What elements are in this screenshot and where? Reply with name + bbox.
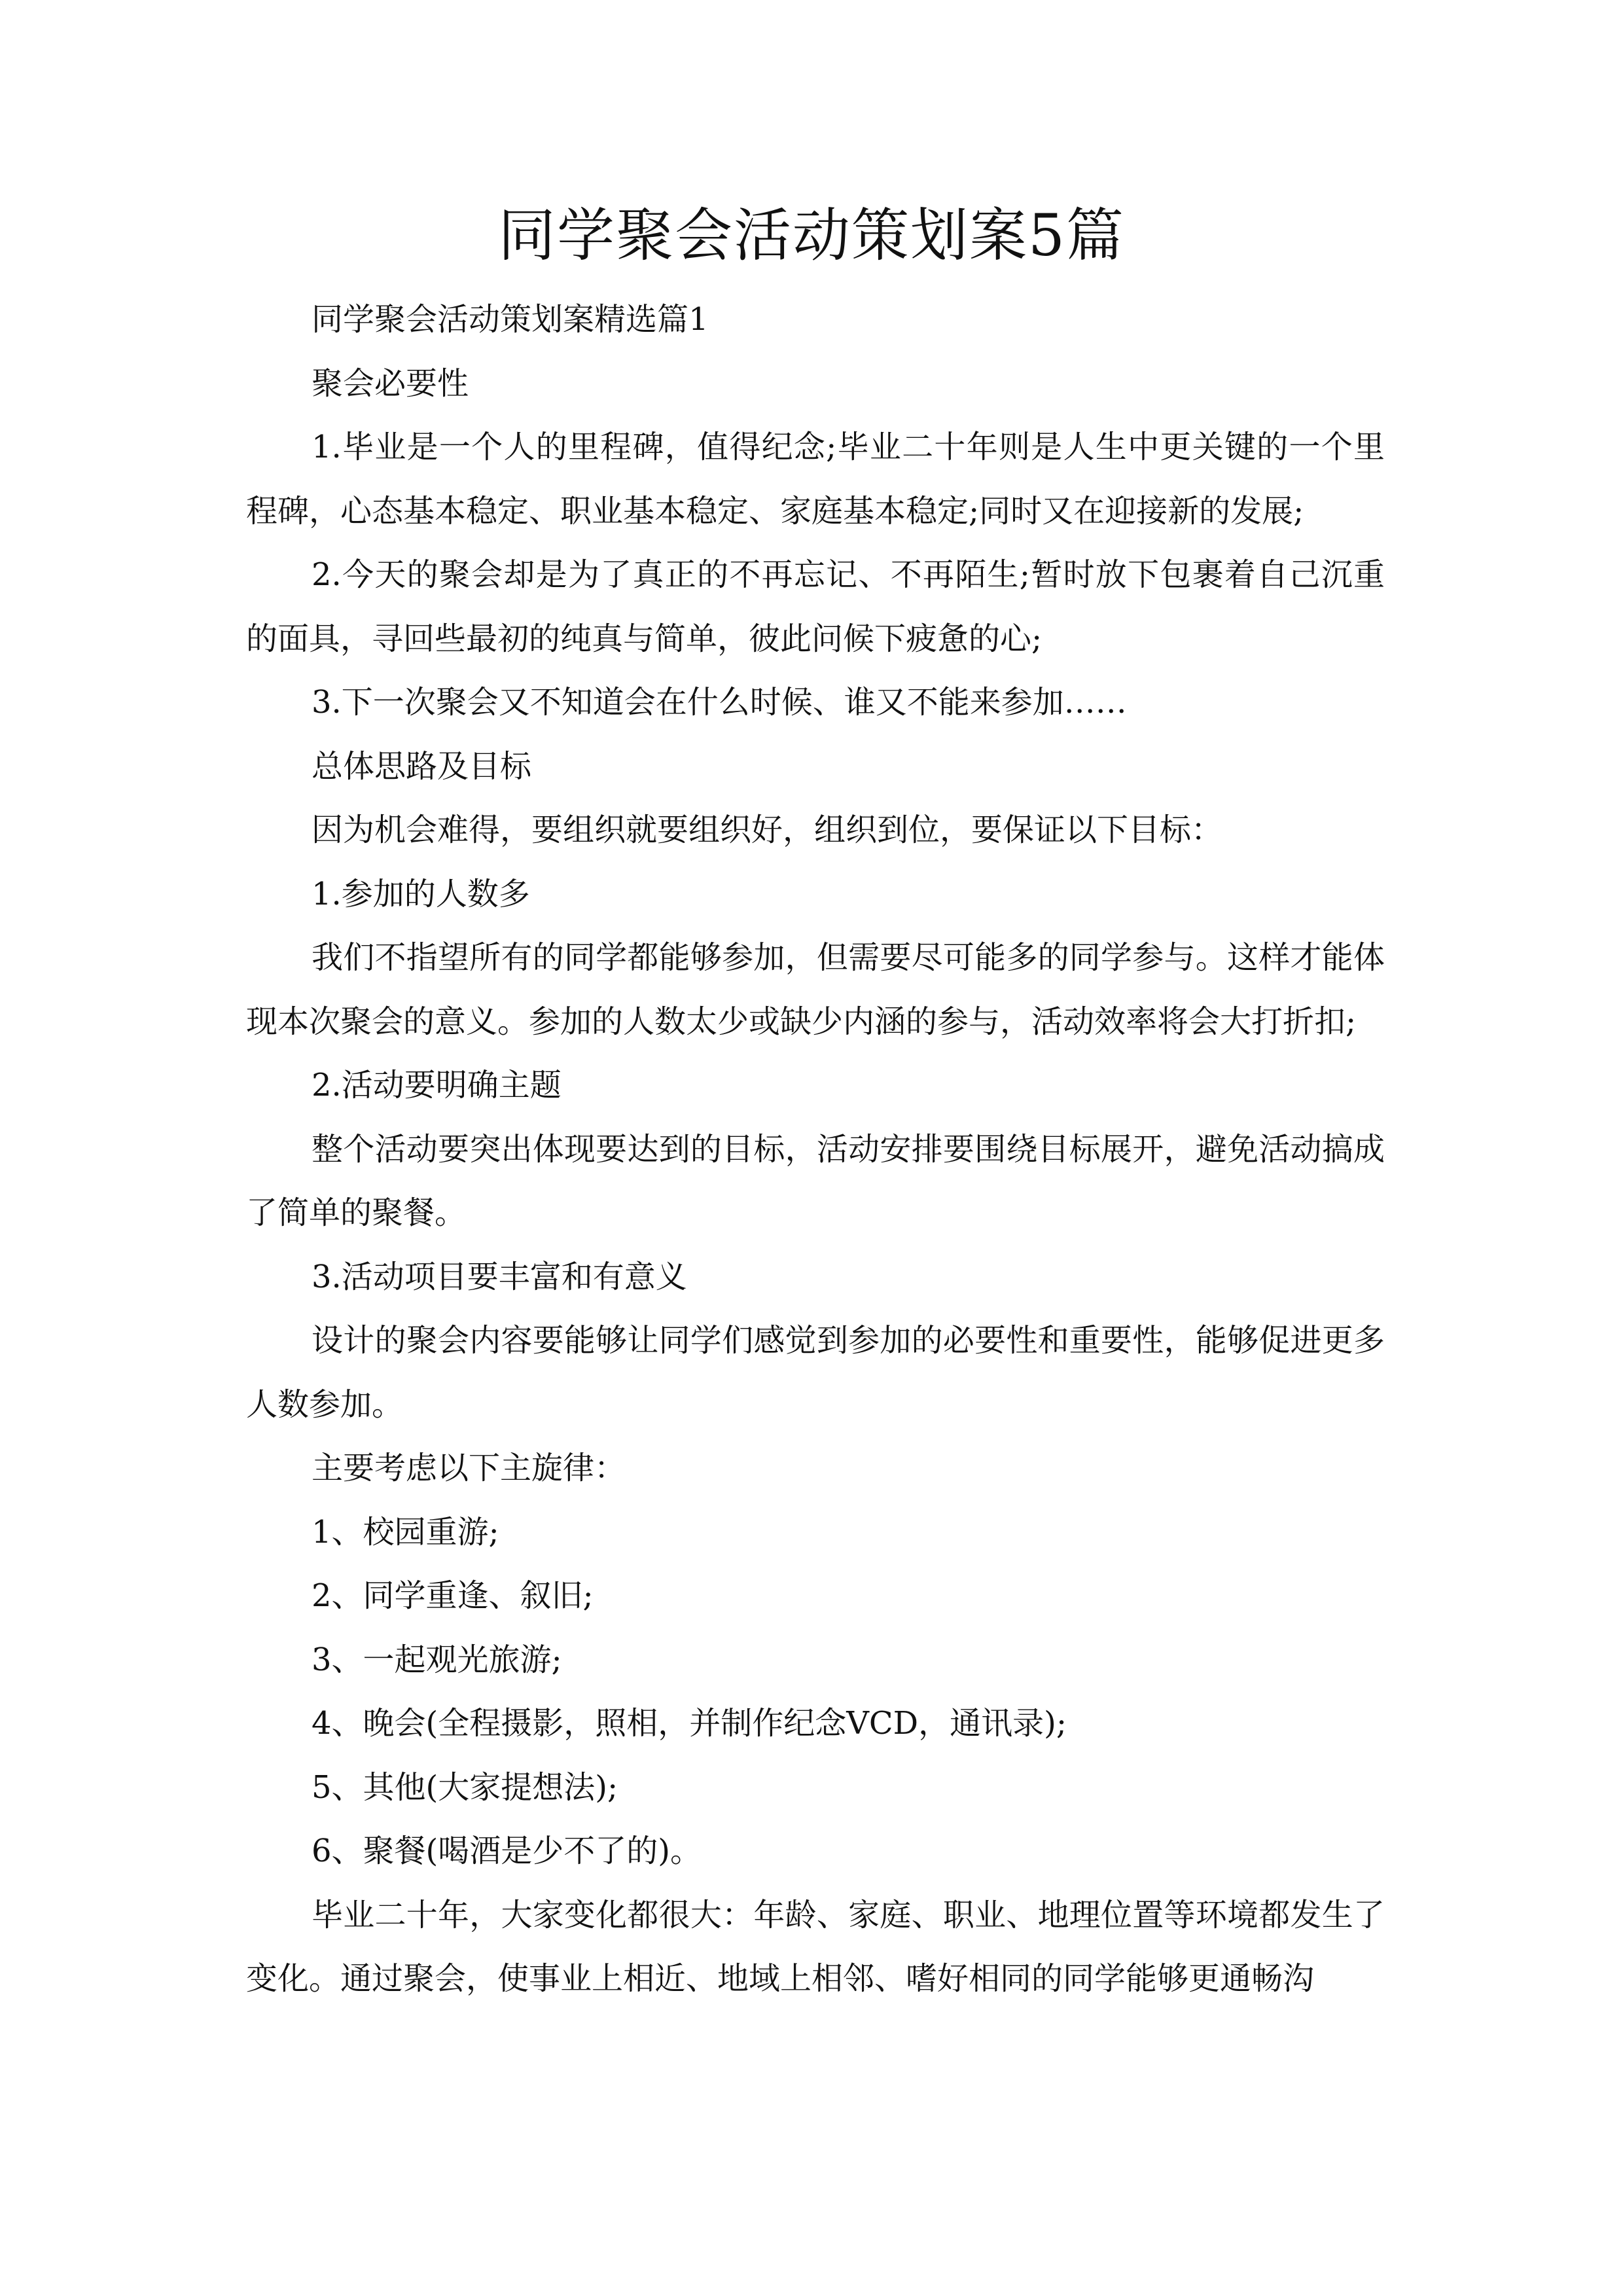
document-title: 同学聚会活动策划案5篇 <box>498 202 1125 269</box>
body-paragraph: 2.今天的聚会却是为了真正的不再忘记、不再陌生;暂时放下包裹着自己沉重的面具，寻回些最初的纯真与简单，彼此问候下疲惫的心; <box>246 556 1385 657</box>
body-paragraph: 主要考虑以下主旋律： <box>312 1450 626 1486</box>
list-item: 6、聚餐(喝酒是少不了的)。 <box>312 1833 702 1869</box>
body-paragraph: 1.毕业是一个人的里程碑，值得纪念;毕业二十年则是人生中更关键的一个里程碑，心态基本稳定、职业基本稳定、家庭基本稳定;同时又在迎接新的发展; <box>246 429 1385 529</box>
list-item: 4、晚会(全程摄影，照相，并制作纪念VCD，通讯录); <box>312 1705 1067 1742</box>
list-heading: 2.活动要明确主题 <box>312 1067 562 1103</box>
document-body <box>246 288 1385 2011</box>
body-paragraph: 毕业二十年，大家变化都很大：年龄、家庭、职业、地理位置等环境都发生了变化。通过聚会，使事业上相近、地域上相邻、嗜好相同的同学能够更通畅沟 <box>246 1896 1385 1997</box>
body-paragraph: 整个活动要突出体现要达到的目标，活动安排要围绕目标展开，避免活动搞成了简单的聚餐。 <box>246 1130 1385 1231</box>
body-paragraph: 设计的聚会内容要能够让同学们感觉到参加的必要性和重要性，能够促进更多人数参加。 <box>246 1322 1385 1423</box>
body-paragraph: 我们不指望所有的同学都能够参加，但需要尽可能多的同学参与。这样才能体现本次聚会的意义。参加的人数太少或缺少内涵的参与，活动效率将会大打折扣; <box>246 939 1385 1040</box>
list-heading: 1.参加的人数多 <box>312 875 530 912</box>
list-item: 5、其他(大家提想法); <box>312 1768 618 1806</box>
section-heading: 总体思路及目标 <box>312 747 532 785</box>
list-heading: 3.活动项目要丰富和有意义 <box>312 1258 687 1295</box>
body-paragraph: 3.下一次聚会又不知道会在什么时候、谁又不能来参加…… <box>312 684 1127 721</box>
subtitle-paragraph: 同学聚会活动策划案精选篇1 <box>312 301 709 338</box>
section-heading: 聚会必要性 <box>312 365 469 402</box>
body-paragraph: 因为机会难得，要组织就要组织好，组织到位，要保证以下目标： <box>312 812 1223 848</box>
list-item: 1、校园重游; <box>312 1513 499 1551</box>
list-item: 2、同学重逢、叙旧; <box>312 1577 594 1614</box>
list-item: 3、一起观光旅游; <box>312 1641 562 1678</box>
